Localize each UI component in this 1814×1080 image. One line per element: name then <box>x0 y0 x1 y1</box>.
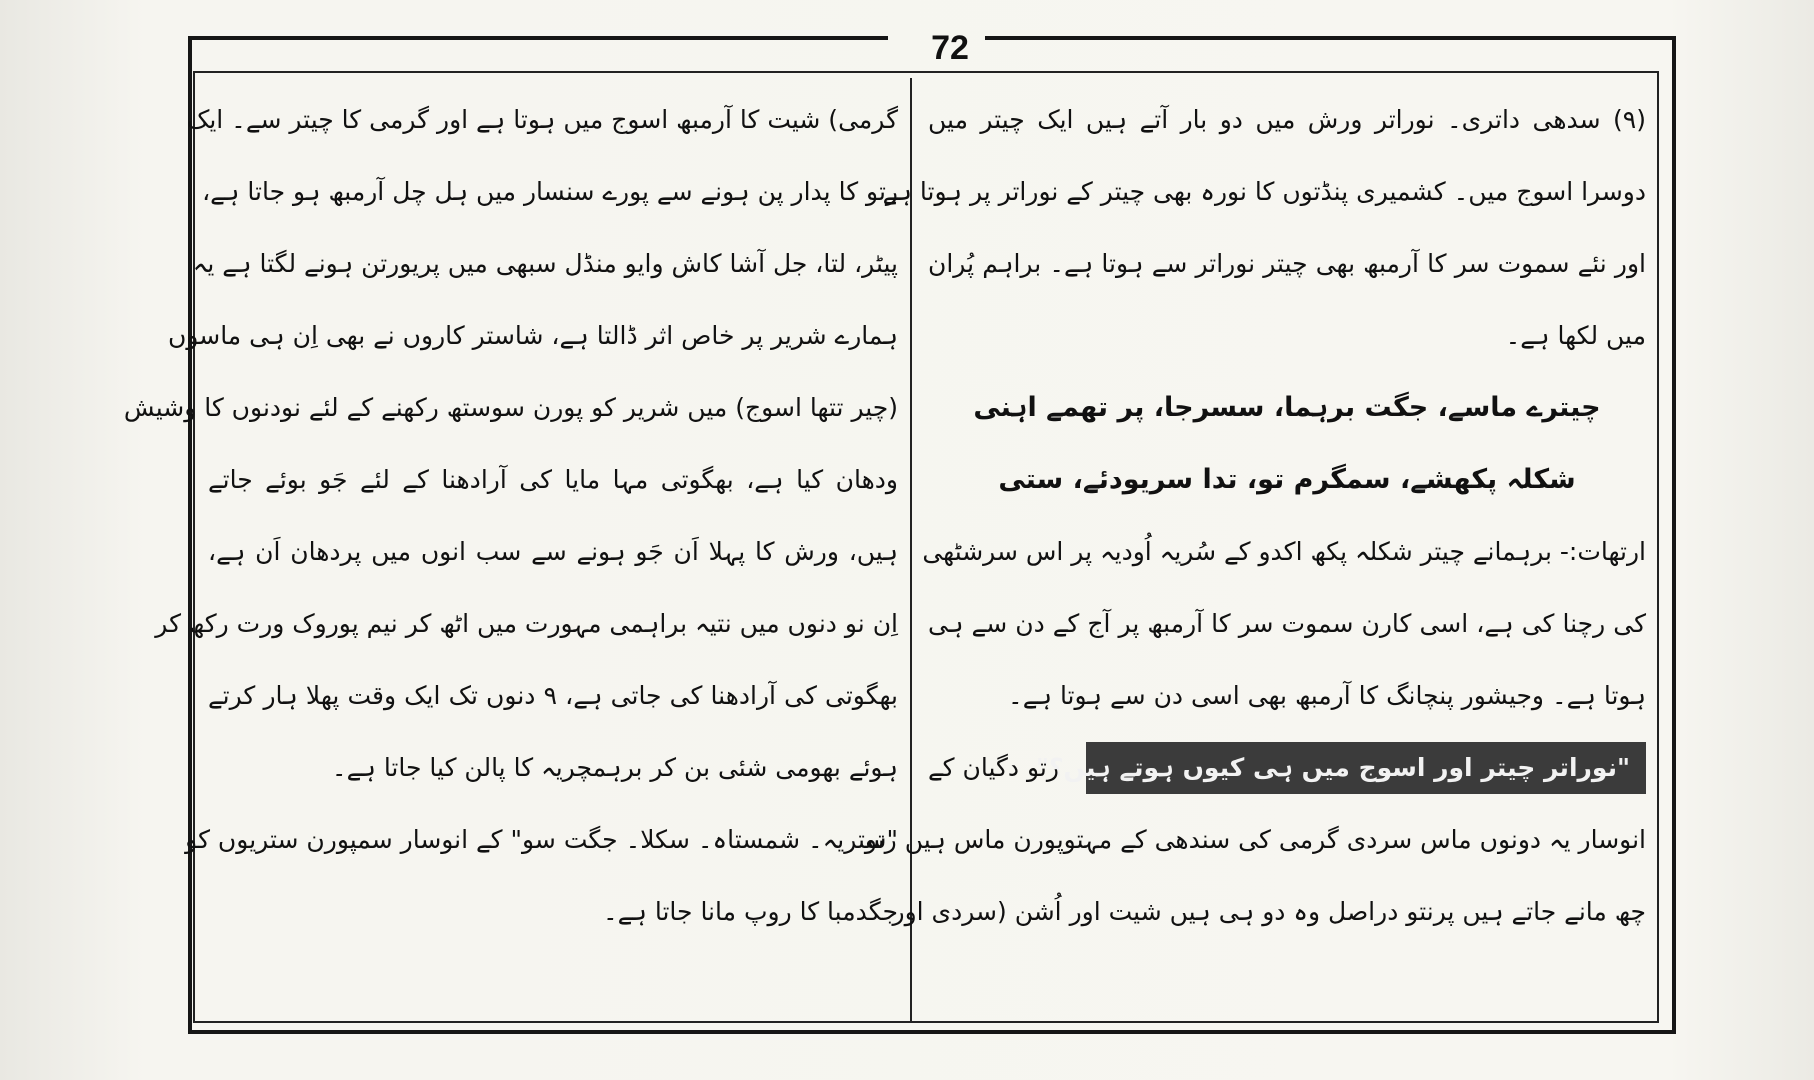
outer-frame-top-right <box>985 36 1676 40</box>
left-line-4: ہمارے شریر پر خاص اثر ڈالتا ہے، شاستر کاروں نے بھی اِن ہی ماسوں <box>167 321 898 350</box>
left-line-8: اِن نو دنوں میں نتیہ براہمی مہورت میں اٹھ کر نیم پوروک ورت رکھ کر <box>155 609 898 638</box>
left-line-5: (چیر تتھا اسوج) میں شریر کو پورن سوستھ رکھنے کے لئے نودنوں کا وشیش <box>123 393 898 422</box>
verse-line-2: شکلہ پکھشے، سمگرم تو، تدا سریودئے، ستی <box>998 464 1576 495</box>
page-number: 72 <box>931 29 969 67</box>
left-line-2: رتو کا پدار پن ہونے سے پورے سنسار میں ہل چل آرمبھ ہو جاتا ہے، <box>202 177 898 206</box>
section-heading-tail: رتو دگیان کے <box>928 753 1059 782</box>
verse-line-1: چیترے ماسے، جگت برہما، سسرجا، پر تھمے اہنی <box>973 392 1601 423</box>
right-line-7: ہوتا ہے۔ وجیشور پنچانگ کا آرمبھ بھی اسی دن سے ہوتا ہے۔ <box>1008 681 1646 710</box>
right-line-2: دوسرا اسوج میں۔ کشمیری پنڈتوں کا نورہ بھی چیتر کے نوراتر پر ہوتا ہے <box>882 177 1646 206</box>
right-line-4: میں لکھا ہے۔ <box>1505 321 1646 350</box>
section-heading: "نوراتر چیتر اور اسوج میں ہی کیوں ہوتے ہیں؟" <box>1086 742 1646 794</box>
right-line-3: اور نئے سموت سر کا آرمبھ بھی چیتر نوراتر سے ہوتا ہے۔ براہم پُران <box>928 249 1646 278</box>
left-line-9: بھگوتی کی آرادھنا کی جاتی ہے، ۹ دنوں تک ایک وقت پھلا ہار کرتے <box>208 681 898 710</box>
left-line-12: جگدمبا کا روپ مانا جاتا ہے۔ <box>602 897 898 926</box>
left-line-10: ہوئے بھومی شئی بن کر برہمچریہ کا پالن کیا جاتا ہے۔ <box>331 753 898 782</box>
left-column <box>123 84 898 948</box>
right-line-1: (۹) سدھی داتری۔ نوراتر ورش میں دو بار آتے ہیں ایک چیتر میں <box>928 105 1646 134</box>
left-line-7: ہیں، ورش کا پہلا اَن جَو ہونے سے سب انوں میں پردھان اَن ہے، <box>208 537 898 566</box>
section-heading-row <box>928 732 1646 804</box>
right-line-6: کی رچنا کی ہے، اسی کارن سموت سر کا آرمبھ پر آج کے دن سے ہی <box>928 609 1646 638</box>
left-line-11: "ستریہ۔ شمستاہ۔ سکلا۔ جگت سو" کے انوسار سمپورن ستریوں کو <box>185 825 898 854</box>
right-column <box>864 84 1646 948</box>
right-line-5: ارتھات:- برہمانے چیتر شکلہ پکھ اکدو کے سُریہ اُودیہ پر اس سرشٹھی <box>922 537 1646 566</box>
right-line-9: چھ مانے جاتے ہیں پرنتو دراصل وہ دو ہی ہیں شیت اور اُشن (سردی اور <box>892 897 1646 926</box>
right-line-8: انوسار یہ دونوں ماس سردی گرمی کی سندھی کے مہتوپورن ماس ہیں رتو <box>864 825 1646 854</box>
outer-frame-top-left <box>188 36 888 40</box>
left-line-1: گرمی) شیت کا آرمبھ اسوج میں ہوتا ہے اور گرمی کا چیتر سے۔ ایک <box>186 105 898 134</box>
left-line-6: ودھان کیا ہے، بھگوتی مہا مایا کی آرادھنا کے لئے جَو بوئے جاتے <box>208 465 898 494</box>
left-line-3: پیٹر، لتا، جل آشا کاش وایو منڈل سبھی میں پریورتن ہونے لگتا ہے یہ <box>192 249 898 278</box>
